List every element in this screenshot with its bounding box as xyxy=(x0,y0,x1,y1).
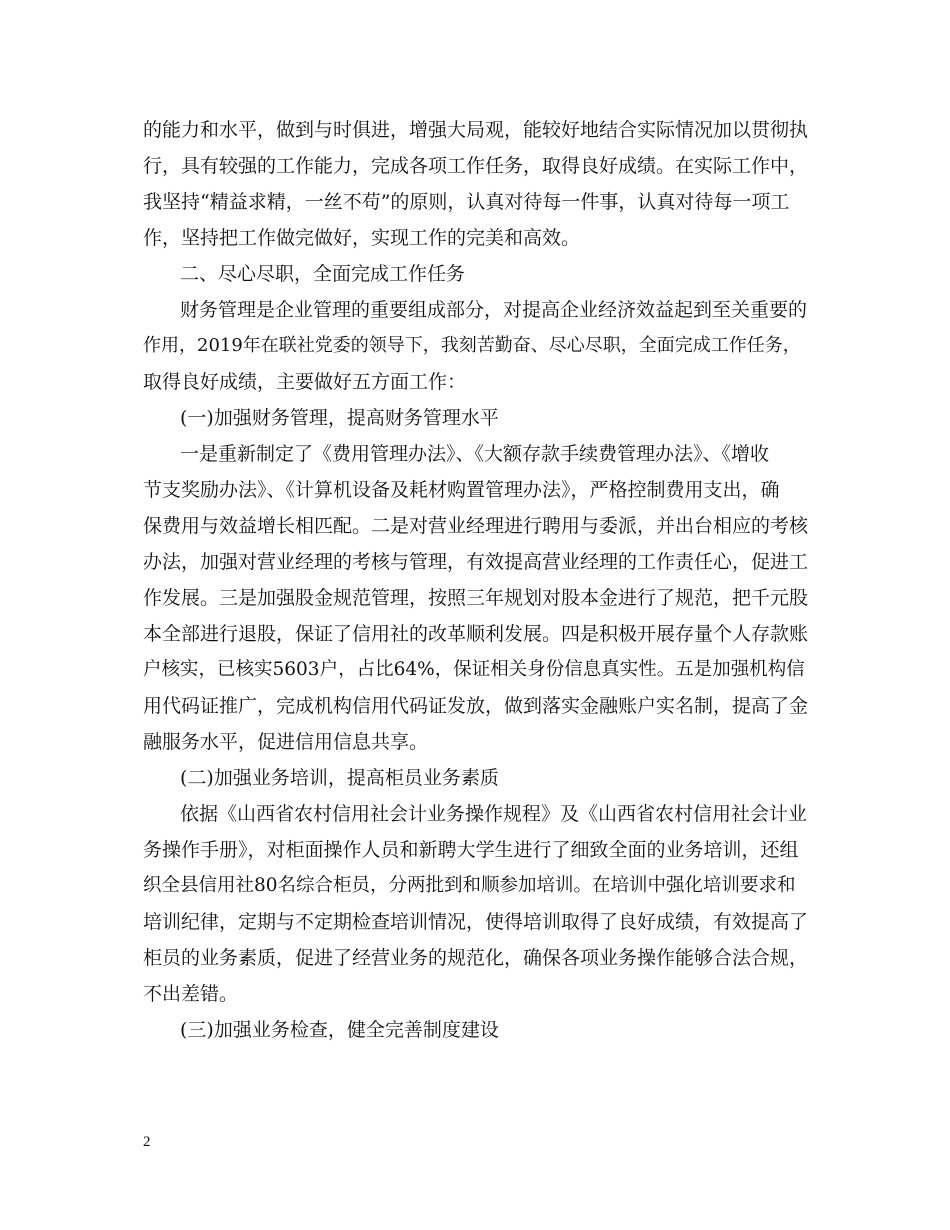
body-text-line: 作发展。三是加强股金规范管理，按照三年规划对股本金进行了规范，把千元股 xyxy=(143,587,809,609)
body-text-line: 作，坚持把工作做完做好，实现工作的完美和高效。 xyxy=(143,227,581,249)
body-text-line: 保费用与效益增长相匹配。二是对营业经理进行聘用与委派，并出台相应的考核 xyxy=(143,515,809,537)
body-text-line: 依据《山西省农村信用社会计业务操作规程》及《山西省农村信用社会计业 xyxy=(180,803,808,825)
subsection-heading: (二)加强业务培训，提高柜员业务素质 xyxy=(180,767,499,789)
body-text-line: 融服务水平，促进信用信息共享。 xyxy=(143,731,429,753)
body-text-line: 行，具有较强的工作能力，完成各项工作任务，取得良好成绩。在实际工作中， xyxy=(143,155,809,177)
body-text-line: 办法，加强对营业经理的考核与管理，有效提高营业经理的工作责任心，促进工 xyxy=(143,551,809,573)
body-text-line: 我坚持“精益求精，一丝不苟”的原则，认真对待每一件事，认真对待每一项工 xyxy=(143,191,790,213)
body-text-line: 务操作手册》，对柜面操作人员和新聘大学生进行了细致全面的业务培训，还组 xyxy=(143,839,799,861)
body-text-line: 柜员的业务素质，促进了经营业务的规范化，确保各项业务操作能够合法合规， xyxy=(143,947,809,969)
body-text-line: 财务管理是企业管理的重要组成部分，对提高企业经济效益起到至关重要的 xyxy=(180,299,808,321)
page-number: 2 xyxy=(143,1134,151,1150)
body-text-line: 作用，2019年在联社党委的领导下，我刻苦勤奋、尽心尽职，全面完成工作任务， xyxy=(143,335,801,356)
subsection-heading: (一)加强财务管理，提高财务管理水平 xyxy=(180,407,499,429)
subsection-heading: (三)加强业务检查，健全完善制度建设 xyxy=(180,1019,499,1041)
body-text-line: 户核实，已核实5603户，占比64%，保证相关身份信息真实性。五是加强机构信 xyxy=(143,659,805,680)
body-text-line: 取得良好成绩，主要做好五方面工作： xyxy=(143,371,467,393)
section-heading: 二、尽心尽职，全面完成工作任务 xyxy=(180,263,466,285)
body-text-line: 节支奖励办法》、《计算机设备及耗材购置管理办法》，严格控制费用支出，确 xyxy=(143,479,780,501)
body-text-line: 用代码证推广，完成机构信用代码证发放，做到落实金融账户实名制，提高了金 xyxy=(143,695,809,717)
body-text-line: 一是重新制定了《费用管理办法》、《大额存款手续费管理办法》、《增收 xyxy=(180,443,770,465)
body-text-line: 培训纪律，定期与不定期检查培训情况，使得培训取得了良好成绩，有效提高了 xyxy=(143,911,809,933)
body-text-line: 本全部进行退股，保证了信用社的改革顺利发展。四是积极开展存量个人存款账 xyxy=(143,623,809,645)
body-text-line: 不出差错。 xyxy=(143,983,239,1005)
body-text-line: 的能力和水平，做到与时俱进，增强大局观，能较好地结合实际情况加以贯彻执 xyxy=(143,119,809,141)
body-text-line: 织全县信用社80名综合柜员，分两批到和顺参加培训。在培训中强化培训要求和 xyxy=(143,875,796,896)
